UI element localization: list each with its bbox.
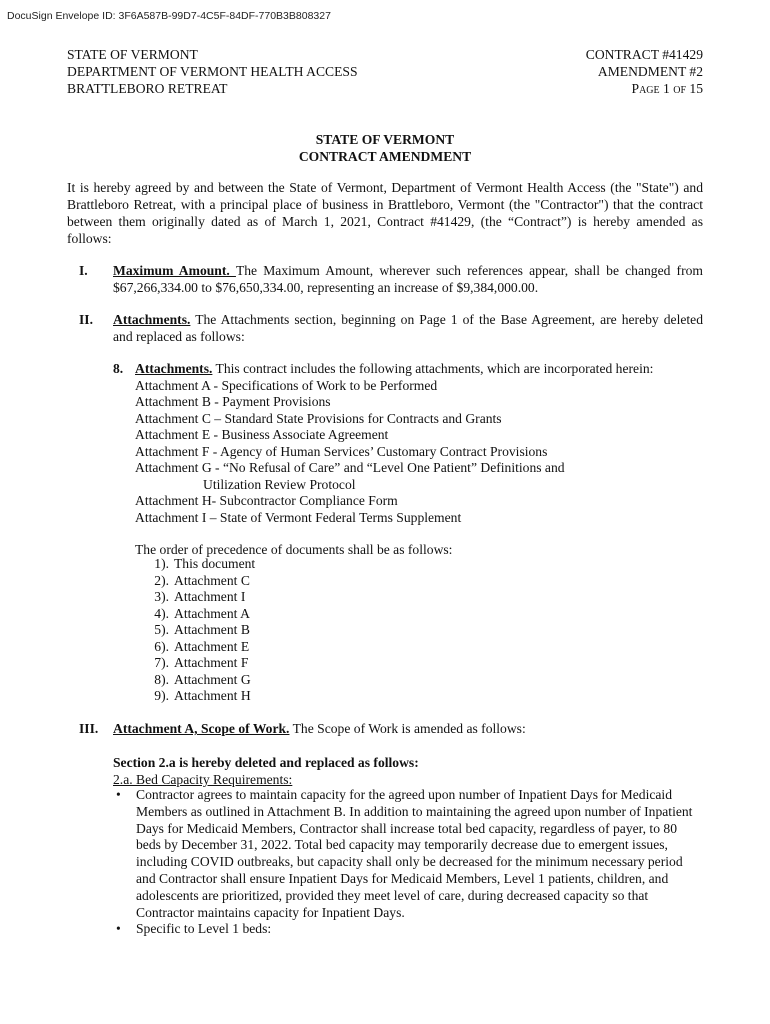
item-8-attachments (113, 361, 703, 559)
contract-number: CONTRACT #41429 (585, 47, 703, 62)
section-2-text: The Attachments section, beginning on Page 1 of the Base Agreement, are hereby deleted and replaced as follows: (113, 312, 703, 344)
attachment-list-item: Attachment H- Subcontractor Compliance Form (135, 493, 398, 508)
section-3-subheading-block (113, 754, 703, 788)
precedence-index: 5). (154, 622, 169, 637)
section-1 (67, 262, 703, 296)
section-3-text: The Scope of Work is amended as follows: (289, 721, 526, 736)
section-1-number: I. (79, 263, 88, 278)
precedence-index: 7). (154, 655, 169, 670)
precedence-row (135, 672, 255, 689)
attachment-list-item: Attachment C – Standard State Provisions for Contracts and Grants (135, 410, 502, 426)
attachment-list-item: Attachment I – State of Vermont Federal Terms Supplement (135, 509, 462, 525)
precedence-text: Attachment G (174, 671, 251, 687)
precedence-row (135, 589, 255, 606)
precedence-text: This document (174, 556, 256, 571)
precedence-row (135, 622, 255, 639)
section-1-text: The Maximum Amount, wherever such references appear, shall be changed from $67,266,334.00 to $76,650,334.00, representing an increase of $9,384,000.00. (113, 263, 703, 295)
section-3 (67, 720, 703, 737)
precedence-text: Attachment I (174, 589, 246, 604)
precedence-row (135, 655, 255, 672)
precedence-index: 8). (154, 671, 169, 687)
document-title (0, 131, 770, 165)
attachment-list-item: Attachment E - Business Associate Agreement (135, 427, 389, 442)
precedence-index: 4). (154, 605, 169, 621)
bullet-item (113, 787, 703, 921)
bullet-item (113, 921, 703, 938)
precedence-text: Attachment F (174, 655, 249, 670)
page-number: Page 1 of 15 (631, 81, 703, 96)
precedence-text: Attachment E (174, 638, 250, 654)
item-8-heading: Attachments. (135, 361, 213, 376)
precedence-index: 3). (154, 589, 169, 604)
header-department: DEPARTMENT OF VERMONT HEALTH ACCESS (67, 64, 358, 79)
section-2 (67, 311, 703, 345)
section-2-heading: Attachments. (113, 312, 191, 327)
docusign-envelope-id: DocuSign Envelope ID: 3F6A587B-99D7-4C5F-84DF-770B3B808327 (7, 10, 331, 22)
precedence-text: Attachment B (174, 622, 250, 637)
precedence-text: Attachment C (174, 572, 250, 588)
title-line-2: CONTRACT AMENDMENT (298, 149, 472, 164)
precedence-index: 9). (154, 688, 169, 703)
attachment-list-item: Attachment A - Specifications of Work to be Performed (135, 377, 438, 393)
intro-paragraph: It is hereby agreed by and between the State of Vermont, Department of Vermont Health Access (the "State") and Brattleboro Retreat, with a principal place of business in Brattleboro, Vermont (the "Contractor") that the contract between them originally dated as of March 1, 2021, Contract #41429, (the “Contract”) is hereby amended as follows: (67, 180, 703, 246)
attachment-list-item: Attachment B - Payment Provisions (135, 394, 331, 409)
precedence-list (135, 556, 255, 705)
precedence-row (135, 556, 255, 573)
precedence-index: 6). (154, 638, 169, 654)
section-3-number: III. (79, 721, 99, 736)
header-contractor: BRATTLEBORO RETREAT (67, 81, 228, 96)
precedence-text: Attachment H (174, 688, 251, 703)
bullet-text: Contractor agrees to maintain capacity for the agreed upon number of Inpatient Days for Medicaid Members as outlined in Attachment B. In addition to maintaining the agreed upon number of Inpatient Days for Medicaid Members, Contractor shall increase total bed capacity, regardless of payer, to 80 beds by December 31, 2022. Total bed capacity may temporarily decrease due to emergent issues, including COVID outbreaks, but capacity shall only be decreased for the minimum necessary period and Contractor shall ensure Inpatient Days for Medicaid Members, Level 1 patients, children, and adolescents are prioritized, provided they meet level of care, during decreased capacity so that Contractor maintains capacity for Inpatient Days. (136, 787, 693, 920)
attachment-list-item-continued: Utilization Review Protocol (203, 476, 356, 492)
precedence-row (135, 639, 255, 656)
bed-capacity-bullets (113, 787, 703, 938)
bullet-icon: • (116, 921, 121, 937)
item-8-number: 8. (113, 361, 124, 376)
title-line-1: STATE OF VERMONT (315, 132, 455, 147)
precedence-index: 1). (154, 556, 169, 571)
amendment-number: AMENDMENT #2 (597, 64, 703, 79)
precedence-row (135, 606, 255, 623)
section-2a-replace-heading: Section 2.a is hereby deleted and replaced as follows: (113, 755, 419, 770)
attachment-list-item: Attachment F - Agency of Human Services’ Customary Contract Provisions (135, 443, 548, 459)
precedence-text: Attachment A (174, 605, 250, 621)
bullet-icon: • (116, 787, 121, 802)
bullet-text: Specific to Level 1 beds: (136, 921, 272, 937)
precedence-row (135, 688, 255, 705)
header-state: STATE OF VERMONT (67, 47, 198, 62)
section-1-heading: Maximum Amount. (113, 263, 236, 278)
item-8-text: This contract includes the following attachments, which are incorporated herein: (212, 361, 654, 376)
bed-capacity-title: 2.a. Bed Capacity Requirements: (113, 772, 293, 787)
header-left (67, 46, 358, 97)
precedence-index: 2). (154, 572, 169, 588)
precedence-row (135, 573, 255, 590)
attachment-list-item: Attachment G - “No Refusal of Care” and “Level One Patient” Definitions and (135, 460, 565, 475)
precedence-intro: The order of precedence of documents shall be as follows: (135, 542, 453, 557)
section-3-heading: Attachment A, Scope of Work. (113, 721, 290, 736)
section-2-number: II. (79, 312, 93, 327)
header-right (586, 46, 703, 97)
